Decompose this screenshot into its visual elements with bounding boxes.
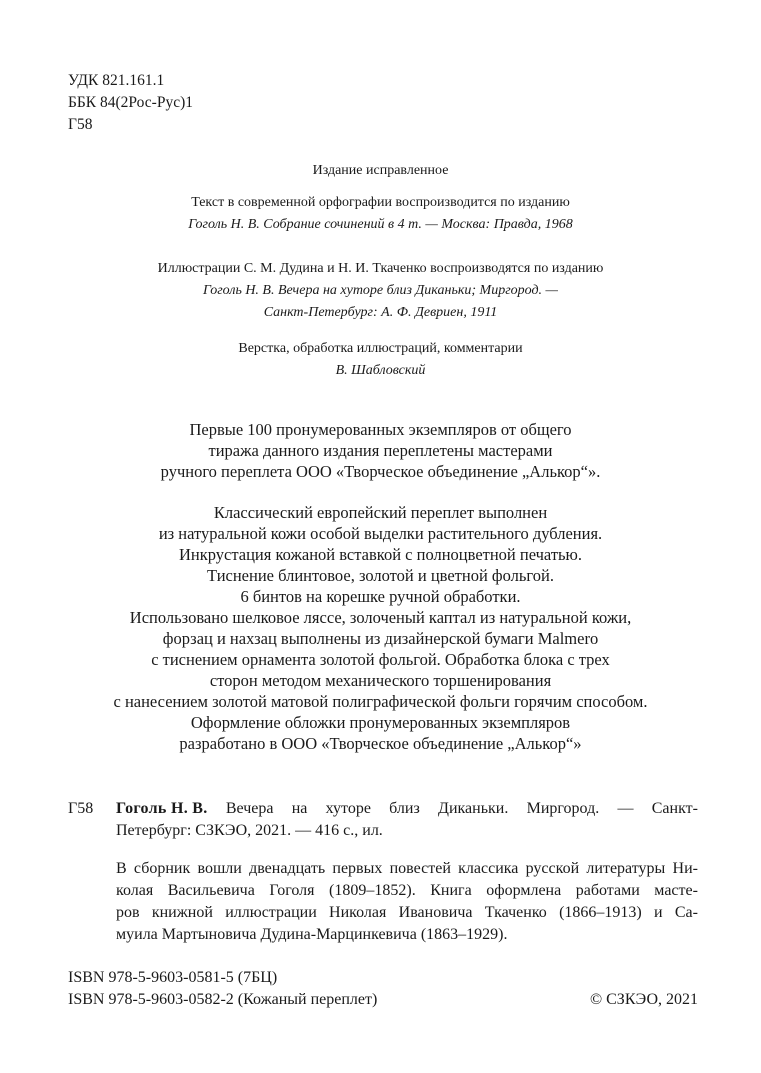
annotation-word: масте- [654,882,698,899]
annotation-word: двенадцать [249,860,326,877]
bibliographic-word: хуторе [325,800,371,817]
annotation-word: (1866–1913) [559,904,642,921]
annotation-word: Книга [430,882,472,899]
author-mark: Г58 [68,116,93,133]
annotation-word: Васильевича [167,882,255,899]
annotation-word: (1809–1852). [329,882,416,899]
classification-codes [68,70,193,136]
bibliographic-word: на [291,800,308,817]
annotation-line [116,924,698,946]
illustrations-block [0,258,761,324]
illustrations-line-2: Гоголь Н. В. Вечера на хуторе близ Диканьки; Миргород. — [202,283,559,298]
orthography-line-1: Текст в современной орфографии воспроизводится по изданию [191,195,570,210]
numbered-copies-line: Первые 100 пронумерованных экземпляров от общего [189,420,572,439]
annotation-word: Гоголя [269,882,315,899]
binding-line: Инкрустация кожаной вставкой с полноцветной печатью. [178,545,583,564]
edition-note-text: Издание исправленное [312,163,449,178]
annotation-word: повестей [389,860,451,877]
isbn-first: ISBN 978-5-9603-0581-5 (7БЦ) [68,969,278,986]
orthography-block [0,192,761,236]
annotation-word: классика [458,860,519,877]
annotation [116,858,698,946]
binding-line: форзац и нахзац выполнены из дизайнерской бумаги Malmero [162,629,599,648]
annotation-word: муила Мартыновича Дудина-Марцинкевича (1863–1929). [116,926,508,943]
annotation-word: Ткаченко [484,904,547,921]
annotation-word: работами [575,882,640,899]
layout-credit-name: В. Шабловский [335,363,426,378]
copyright: © СЗКЭО, 2021 [589,991,698,1008]
isbn-second: ISBN 978-5-9603-0582-2 (Кожаный переплет) [68,991,378,1008]
binding-line: сторон методом механического торшенирования [209,671,552,690]
annotation-word: колая [116,882,154,899]
binding-line: из натуральной кожи особой выделки растительного дубления. [158,524,603,543]
annotation-line [116,902,698,924]
annotation-word: Ни- [672,860,698,877]
annotation-word: первых [332,860,383,877]
binding-line: Использовано шелковое ляссе, золоченый каптал из натуральной кожи, [129,608,632,627]
bibliographic-word: Диканьки. [438,800,509,817]
bibliographic-word: Вечера [225,800,274,817]
annotation-word: Николая [329,904,387,921]
bibliographic-mark: Г58 [68,800,94,817]
bibliographic-word: Миргород. [526,800,600,817]
illustrations-line-3: Санкт-Петербург: А. Ф. Девриен, 1911 [263,305,498,320]
annotation-word: ров [116,904,140,921]
bibliographic-word: близ [389,800,420,817]
annotation-word: вошли [197,860,242,877]
annotation-word: сборник [133,860,191,877]
binding-line: Оформление обложки пронумерованных экземпляров [190,713,571,732]
annotation-word: книжной [151,904,213,921]
annotation-word: иллюстрации [225,904,317,921]
orthography-line-2: Гоголь Н. В. Собрание сочинений в 4 т. — Москва: Правда, 1968 [188,217,573,232]
annotation-word: и [654,904,663,921]
annotation-word: оформлена [486,882,562,899]
binding-line: Классический европейский переплет выполнен [213,503,548,522]
numbered-copies-block [0,419,761,482]
numbered-copies-line: тиража данного издания переплетены мастерами [208,441,553,460]
illustrations-line-1: Иллюстрации С. М. Дудина и Н. И. Ткаченко воспроизводятся по изданию [157,261,604,276]
annotation-word: Са- [674,904,698,921]
bibliographic-record [116,798,698,842]
numbered-copies-line: ручного переплета ООО «Творческое объединение „Алькор“». [160,462,601,481]
udk-code: УДК 821.161.1 [68,72,165,89]
binding-description-block [0,502,761,754]
binding-line: с нанесением золотой матовой полиграфической фольги горячим способом. [113,692,648,711]
bibliographic-word: — [617,800,634,817]
annotation-word: В [116,860,127,877]
binding-line: разработано в ООО «Творческое объединение „Алькор“» [179,734,582,753]
bibliographic-author: Гоголь Н. В. [116,800,208,817]
binding-line: Тиснение блинтовое, золотой и цветной фольгой. [207,566,554,585]
binding-line: 6 бинтов на корешке ручной обработки. [240,587,521,606]
bibliographic-line-2: Петербург: СЗКЭО, 2021. — 416 с., ил. [116,822,383,839]
annotation-line [116,858,698,880]
isbn-block [68,967,377,1011]
annotation-word: русской [525,860,580,877]
binding-line: с тиснением орнамента золотой фольгой. Обработка блока с трех [151,650,610,669]
bibliographic-line-1 [116,798,698,820]
annotation-word: литературы [586,860,666,877]
annotation-line [116,880,698,902]
edition-note [0,160,761,182]
layout-credit-line-1: Верстка, обработка иллюстраций, комментарии [238,341,523,356]
bbk-code: ББК 84(2Рос-Рус)1 [68,94,193,111]
annotation-word: Ивановича [398,904,473,921]
bibliographic-word: Санкт- [651,800,698,817]
layout-credit-block [0,338,761,382]
